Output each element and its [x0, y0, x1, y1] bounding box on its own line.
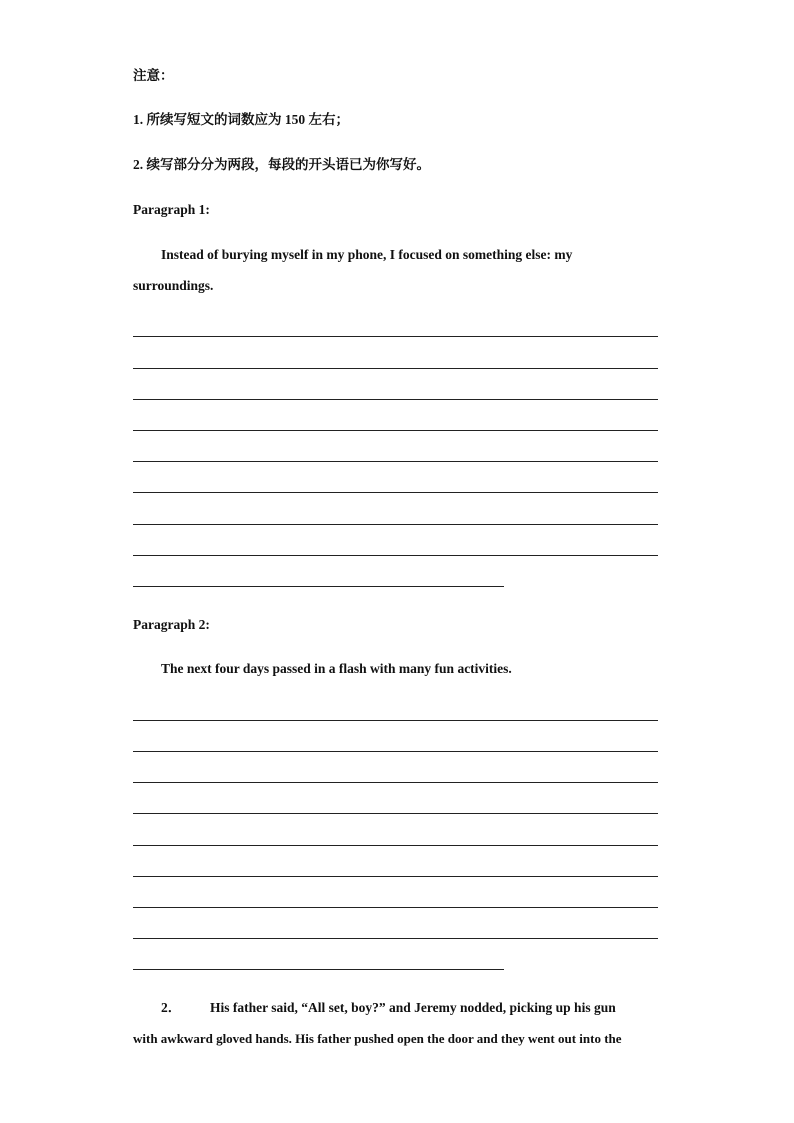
note-item-1: 1. 所续写短文的词数应为 150 左右；: [133, 112, 349, 127]
writing-line: [133, 461, 658, 462]
question-2-number: 2．: [161, 1000, 182, 1015]
writing-line: [133, 368, 658, 369]
note-item-2: 2. 续写部分分为两段，每段的开头语已为你写好。: [133, 157, 430, 172]
writing-line: [133, 336, 658, 337]
writing-line-short: [133, 969, 504, 970]
writing-line: [133, 751, 658, 752]
writing-line: [133, 524, 658, 525]
question-2-line-1: His father said, “All set, boy?” and Jeremy nodded, picking up his gun: [210, 1000, 616, 1015]
writing-line: [133, 555, 658, 556]
writing-line: [133, 845, 658, 846]
writing-line: [133, 399, 658, 400]
writing-line: [133, 938, 658, 939]
writing-line-short: [133, 586, 504, 587]
paragraph-2-opening: The next four days passed in a flash with many fun activities.: [161, 661, 512, 676]
paragraph-1-opening-line-2: surroundings.: [133, 278, 214, 293]
writing-line: [133, 782, 658, 783]
question-2-line-2: with awkward gloved hands. His father pushed open the door and they went out into the: [133, 1031, 622, 1046]
writing-line: [133, 813, 658, 814]
writing-line: [133, 430, 658, 431]
writing-line: [133, 492, 658, 493]
paragraph-2-label: Paragraph 2:: [133, 617, 210, 632]
paragraph-1-opening-line-1: Instead of burying myself in my phone, I focused on something else: my: [161, 247, 573, 262]
writing-line: [133, 907, 658, 908]
notes-heading: 注意：: [133, 68, 174, 83]
writing-line: [133, 720, 658, 721]
writing-line: [133, 876, 658, 877]
paragraph-1-label: Paragraph 1:: [133, 202, 210, 217]
